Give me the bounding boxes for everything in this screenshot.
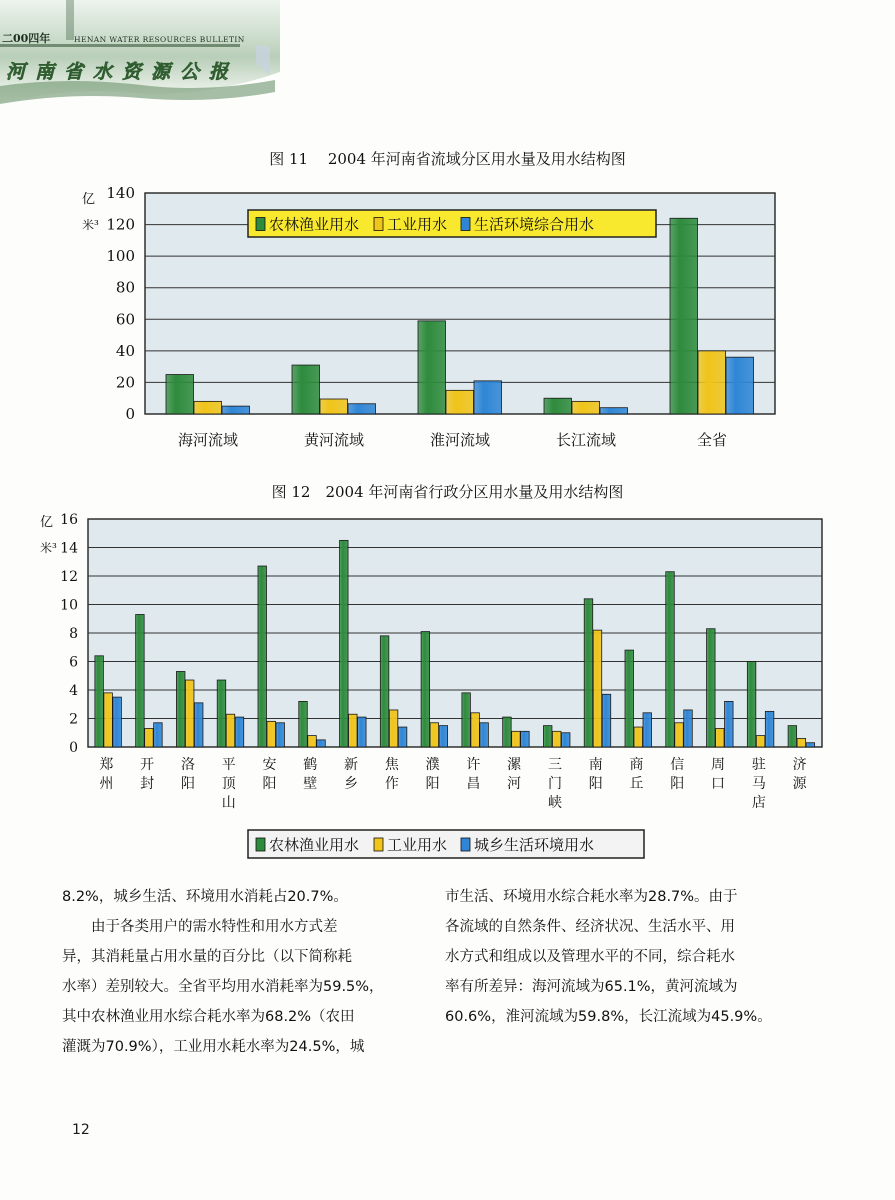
fig12-ytick-label: 8 (69, 626, 78, 642)
fig12-bar (308, 736, 317, 747)
fig12-category-label-char: 阳 (262, 776, 277, 792)
fig12-category-label-char: 州 (99, 776, 114, 792)
fig12-category-label-char: 阳 (180, 776, 195, 792)
fig11-ytick-label: 80 (115, 278, 135, 297)
fig11-category-label: 海河流域 (177, 431, 239, 449)
fig12-category-label-char: 南 (588, 757, 603, 773)
fig12-ytick-label: 4 (69, 683, 78, 699)
fig12-bar (471, 713, 480, 747)
fig12-ytick-label: 12 (60, 569, 78, 585)
body-text-right (445, 882, 810, 1032)
fig12-category-label-char: 漯 (507, 757, 522, 773)
fig12-category-label-char: 口 (711, 776, 726, 792)
fig11-legend-label: 工业用水 (387, 215, 448, 234)
fig12-bar (512, 731, 520, 747)
fig12-bar (226, 714, 235, 747)
fig12-bar (380, 636, 389, 747)
fig12-legend-swatch (374, 838, 383, 851)
left-text-line-4: 其中农林渔业用水综合耗水率为68.2%（农田 (62, 1009, 355, 1025)
fig12-legend-label: 城乡生活环境用水 (474, 836, 595, 854)
fig12-bar (561, 733, 570, 747)
fig11-ytick-label: 100 (106, 247, 135, 266)
fig11-category-label: 淮河流域 (429, 431, 491, 449)
fig12-bar (521, 731, 530, 747)
fig12-bar (756, 736, 765, 747)
fig12-bar (235, 717, 244, 747)
right-text-line-4: 60.6%，淮河流域为59.8%，长江流域为45.9%。 (445, 1009, 772, 1025)
fig12-bar (684, 710, 693, 747)
fig12-bar (389, 710, 398, 747)
fig11-ytick-label: 140 (106, 184, 135, 202)
fig12-bar (716, 728, 725, 747)
fig11-ytick-label: 0 (125, 405, 135, 423)
fig12-category-label-char: 商 (629, 757, 644, 773)
left-text-line-3: 水率）差别较大。全省平均用水消耗率为59.5%， (62, 979, 384, 995)
fig12-bar (788, 726, 797, 747)
fig12-bar (95, 656, 104, 747)
fig12-bar (552, 731, 561, 747)
fig11-ytick-label: 120 (106, 215, 135, 234)
right-text-line-3: 率有所差异：海河流域为65.1%，黄河流域为 (445, 979, 738, 995)
fig12-category-label-char: 马 (751, 776, 766, 792)
left-text-line-2: 异，其消耗量占用水量的百分比（以下简称耗 (62, 949, 352, 965)
fig12-bar (421, 632, 430, 747)
fig12-category-label-char: 顶 (221, 776, 236, 792)
fig12-bar (806, 743, 815, 747)
fig12-legend-swatch (256, 838, 265, 851)
fig12-bar (625, 650, 634, 747)
fig12-bar (666, 572, 675, 747)
fig12-category-label-char: 河 (507, 776, 522, 792)
fig11-category-label: 黄河流域 (303, 431, 365, 449)
left-text-line-5: 灌溉为70.9%），工业用水耗水率为24.5%，城 (62, 1039, 365, 1055)
fig12-category-label-char: 作 (384, 776, 399, 792)
left-text-line-0: 8.2%，城乡生活、环境用水消耗占20.7%。 (62, 889, 348, 905)
fig12-ytick-label: 14 (60, 540, 78, 557)
fig12-category-label-char: 源 (792, 776, 807, 792)
fig12-bar (725, 701, 734, 747)
fig12-category-label-char: 郑 (99, 757, 114, 773)
fig11-ytick-label: 60 (115, 310, 135, 329)
fig12-category-label-char: 驻 (751, 757, 766, 773)
fig11-legend-label: 生活环境综合用水 (474, 215, 595, 234)
left-text-line-1: 由于各类用户的需水特性和用水方式差 (62, 919, 338, 935)
fig12-category-label-char: 周 (711, 757, 726, 773)
right-text-line-2: 水方式和组成以及管理水平的不同，综合耗水 (445, 949, 735, 965)
fig12-category-label-char: 阳 (670, 776, 685, 792)
fig12-bar (430, 723, 439, 747)
fig12-category-label-char: 济 (792, 757, 807, 773)
page-number: 12 (72, 1122, 90, 1138)
fig12-bar (176, 671, 185, 747)
fig12-category-label-char: 壁 (303, 776, 318, 792)
fig12-bar (503, 717, 512, 747)
fig12-bar (358, 717, 367, 747)
fig11-category-label: 长江流域 (555, 431, 617, 449)
fig12-bar (136, 614, 145, 747)
right-text-line-0: 市生活、环境用水综合耗水率为28.7%。由于 (445, 889, 738, 905)
fig12-category-label-char: 乡 (344, 776, 359, 792)
fig12-bar (258, 566, 267, 747)
fig12-bar (634, 727, 643, 747)
fig12-ytick-label: 6 (69, 654, 78, 671)
fig12-bar (765, 711, 774, 747)
fig12-category-label-char: 山 (221, 795, 236, 811)
fig11-ytick-label: 20 (115, 373, 135, 392)
fig12-category-label-char: 新 (344, 757, 359, 773)
fig11-unit-line2: 米³ (82, 218, 99, 232)
right-text-line-1: 各流域的自然条件、经济状况、生活水平、用 (445, 919, 735, 935)
fig12-bar (104, 693, 113, 747)
body-text-left (62, 882, 418, 1062)
fig12-category-label-char: 鹤 (303, 757, 318, 773)
fig12-bar (154, 723, 163, 747)
fig12-category-label-char: 门 (547, 776, 562, 792)
fig12-ytick-label: 0 (69, 740, 78, 756)
fig12-unit-line1: 亿 (40, 515, 54, 530)
fig12-category-label-char: 洛 (180, 757, 195, 773)
fig12-bar (584, 599, 593, 747)
fig12-category-label-char: 丘 (629, 776, 644, 792)
fig11-category-label: 全省 (696, 431, 728, 449)
fig12-category-label-char: 阳 (425, 776, 440, 792)
fig12-bar (398, 727, 407, 747)
fig12-bar (480, 723, 489, 747)
header-year: 二00四年 (2, 32, 51, 45)
fig12-bar (317, 740, 326, 747)
fig11-unit-line1: 亿 (82, 192, 96, 207)
header-english-title: HENAN WATER RESOURCES BULLETIN (74, 35, 245, 44)
figure12-title: 图 12 2004 年河南省行政分区用水量及用水结构图 (271, 483, 624, 501)
fig12-ytick-label: 10 (60, 597, 78, 614)
fig12-bar (217, 680, 226, 747)
fig12-bar (349, 714, 358, 747)
fig12-unit-line2: 米³ (40, 541, 57, 555)
fig12-bar (194, 703, 203, 747)
fig12-category-label-char: 店 (751, 795, 766, 811)
fig12-bar (267, 721, 276, 747)
fig12-bar (185, 680, 194, 747)
fig12-bar (593, 630, 602, 747)
fig12-bar (543, 726, 552, 747)
figure11-title: 图 11 2004 年河南省流域分区用水量及用水结构图 (269, 150, 626, 168)
fig12-category-label-char: 信 (670, 757, 685, 773)
fig12-bar (747, 662, 756, 748)
fig12-bar (299, 701, 308, 747)
fig12-bar (707, 629, 716, 747)
fig12-bar (602, 694, 611, 747)
fig12-category-label-char: 昌 (466, 776, 481, 792)
fig12-category-label-char: 安 (262, 757, 277, 773)
fig12-bar (439, 726, 448, 747)
fig12-bar (145, 728, 154, 747)
fig12-legend-label: 工业用水 (387, 836, 448, 854)
fig12-category-label-char: 三 (547, 757, 562, 773)
fig12-category-label-char: 阳 (588, 776, 603, 792)
fig12-bar (797, 738, 806, 747)
fig12-legend-label: 农林渔业用水 (269, 836, 360, 854)
fig12-category-label-char: 封 (140, 776, 155, 792)
fig12-category-label-char: 濮 (425, 757, 440, 773)
fig12-bar (276, 723, 285, 747)
header-chinese-title: 河南省水资源公报 (6, 61, 239, 83)
fig12-category-label-char: 焦 (384, 757, 399, 773)
fig12-legend-swatch (461, 838, 470, 851)
fig12-category-label-char: 平 (221, 757, 236, 773)
fig12-bar (462, 693, 471, 747)
fig11-legend-label: 农林渔业用水 (269, 215, 360, 234)
fig12-category-label-char: 开 (140, 757, 155, 773)
fig11-ytick-label: 40 (115, 341, 135, 360)
fig12-bar (643, 713, 652, 747)
fig12-bar (340, 540, 349, 747)
fig12-ytick-label: 2 (69, 711, 78, 728)
fig12-bar (675, 723, 684, 747)
fig12-ytick-label: 16 (60, 512, 78, 528)
fig12-bar (113, 697, 122, 747)
fig12-category-label-char: 许 (466, 757, 481, 773)
fig12-category-label-char: 峡 (547, 795, 562, 811)
